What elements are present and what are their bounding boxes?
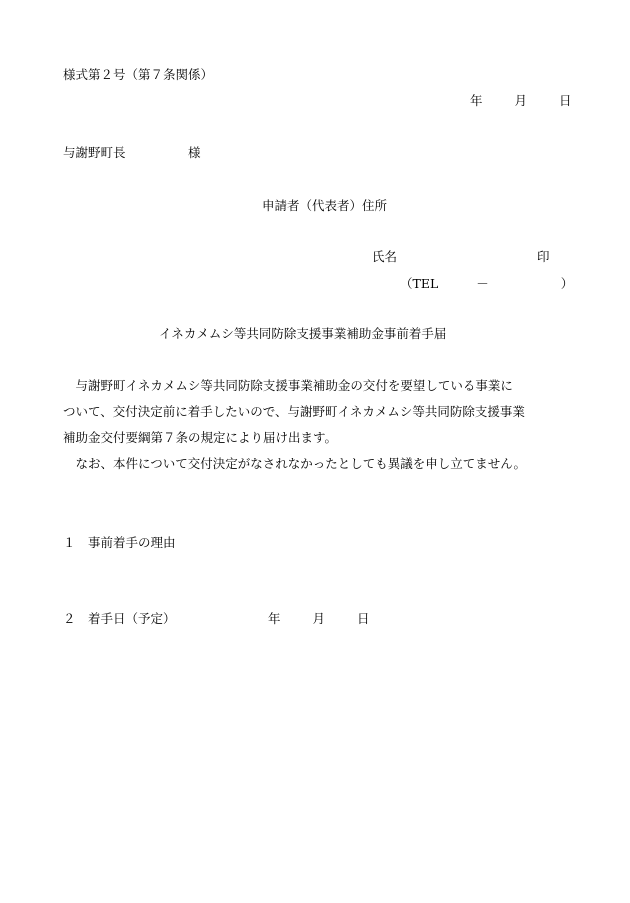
applicant-name-label: 氏名 — [372, 249, 398, 264]
body-line-3: 補助金交付要綱第７条の規定により届け出ます。 — [63, 430, 338, 445]
document-title: イネカメムシ等共同防除支援事業補助金事前着手届 — [159, 326, 447, 341]
applicant-address-label: 申請者（代表者）住所 — [262, 198, 388, 213]
tel-close: ） — [560, 276, 574, 291]
item-1-reason: １ 事前着手の理由 — [63, 535, 176, 550]
date-line — [470, 95, 572, 108]
body-line-2: ついて、交付決定前に着手したいので、与謝野町イネカメムシ等共同防除支援事業 — [63, 404, 525, 419]
seal-mark: 印 — [537, 249, 550, 264]
date-month-label: 月 — [514, 93, 528, 108]
item2-month-label: 月 — [312, 611, 326, 626]
tel-open: （TEL — [400, 276, 439, 291]
date-year-label: 年 — [470, 93, 483, 108]
tel-line — [400, 278, 573, 291]
tel-dash: － — [476, 276, 489, 291]
body-line-4: なお、本件について交付決定がなされなかったとしても異議を申し立てません。 — [63, 456, 527, 471]
form-number: 様式第２号（第７条関係） — [63, 67, 214, 82]
item-2-date-fields — [268, 613, 370, 626]
item2-day-label: 日 — [357, 611, 370, 626]
addressee: 与謝野町長 様 — [63, 145, 201, 160]
date-day-label: 日 — [559, 93, 572, 108]
item-2-start-date: ２ 着手日（予定） — [63, 611, 176, 626]
body-line-1: 与謝野町イネカメムシ等共同防除支援事業補助金の交付を要望している事業に — [63, 378, 513, 393]
item2-year-label: 年 — [268, 611, 281, 626]
